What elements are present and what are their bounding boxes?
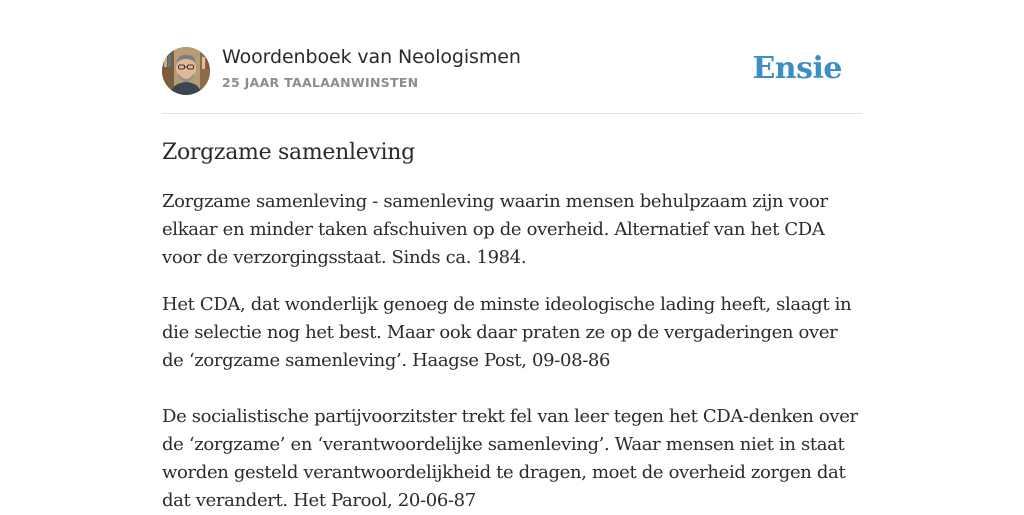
definition-paragraph: Zorgzame samenleving - samenleving waarin mensen behulpzaam zijn voor elkaar en minder taken afschuiven op de overheid. Alternatief van het CDA voor de verzorgingsstaat. Sinds ca. 1984. xyxy=(162,191,828,268)
site-title[interactable]: Woordenboek van Neologismen xyxy=(222,46,521,68)
avatar[interactable] xyxy=(162,47,210,95)
quote-paragraph: De socialistische partijvoorzitster trekt fel van leer tegen het CDA-denken over de ‘zorgzame’ en ‘verantwoordelijke samenleving’. Waar mensen niet in staat worden gesteld verantwoordelijkheid te dragen, moet de overheid zorgen dat dat verandert. Het Parool, 20-06-87 xyxy=(162,406,858,511)
site-subtitle: 25 JAAR TAALAANWINSTEN xyxy=(222,75,419,90)
site-header xyxy=(162,0,862,114)
author-portrait-icon xyxy=(162,47,210,95)
ensie-logo[interactable]: Ensie xyxy=(752,51,842,86)
article xyxy=(162,114,862,515)
article-title: Zorgzame samenleving xyxy=(162,140,415,165)
page xyxy=(162,0,862,515)
quote-paragraph: Het CDA, dat wonderlijk genoeg de minste ideologische lading heeft, slaagt in die selectie nog het best. Maar ook daar praten ze op de vergaderingen over de ‘zorgzame samenleving’. Haagse Post, 09-08-86 xyxy=(162,294,852,371)
